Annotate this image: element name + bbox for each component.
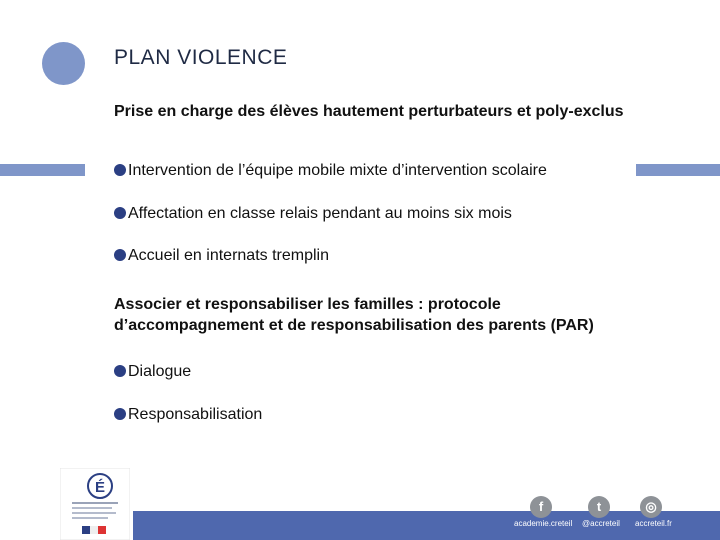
right-accent-bar — [636, 164, 720, 176]
decorative-circle — [42, 42, 85, 85]
website-label[interactable]: accreteil.fr — [635, 519, 672, 528]
academie-creteil-logo — [60, 468, 130, 540]
left-accent-bar — [0, 164, 85, 176]
section1-heading: Prise en charge des élèves hautement perturbateurs et poly-exclus — [114, 103, 624, 120]
section2-heading: Associer et responsabiliser les familles : protocole d’accompagnement et de responsabilisation des parents (PAR) — [114, 296, 594, 334]
bullet-icon — [114, 365, 126, 377]
bullet-icon — [114, 164, 126, 176]
bullet-icon — [114, 249, 126, 261]
list-item: Dialogue — [114, 361, 191, 382]
list-item: Affectation en classe relais pendant au moins six mois — [114, 203, 512, 224]
bullet-icon — [114, 408, 126, 420]
slide-title: PLAN VIOLENCE — [114, 46, 288, 69]
bullet-icon — [114, 207, 126, 219]
dribbble-icon[interactable]: ◎ — [640, 496, 662, 518]
svg-text:É: É — [94, 479, 106, 496]
twitter-icon[interactable]: t — [588, 496, 610, 518]
list-item: Responsabilisation — [114, 404, 262, 425]
list-item: Accueil en internats tremplin — [114, 245, 329, 266]
footer-bar — [133, 511, 720, 540]
facebook-label[interactable]: academie.creteil — [514, 519, 573, 528]
facebook-icon[interactable]: f — [530, 496, 552, 518]
list-item: Intervention de l’équipe mobile mixte d’intervention scolaire — [114, 160, 547, 181]
twitter-label[interactable]: @accreteil — [582, 519, 620, 528]
